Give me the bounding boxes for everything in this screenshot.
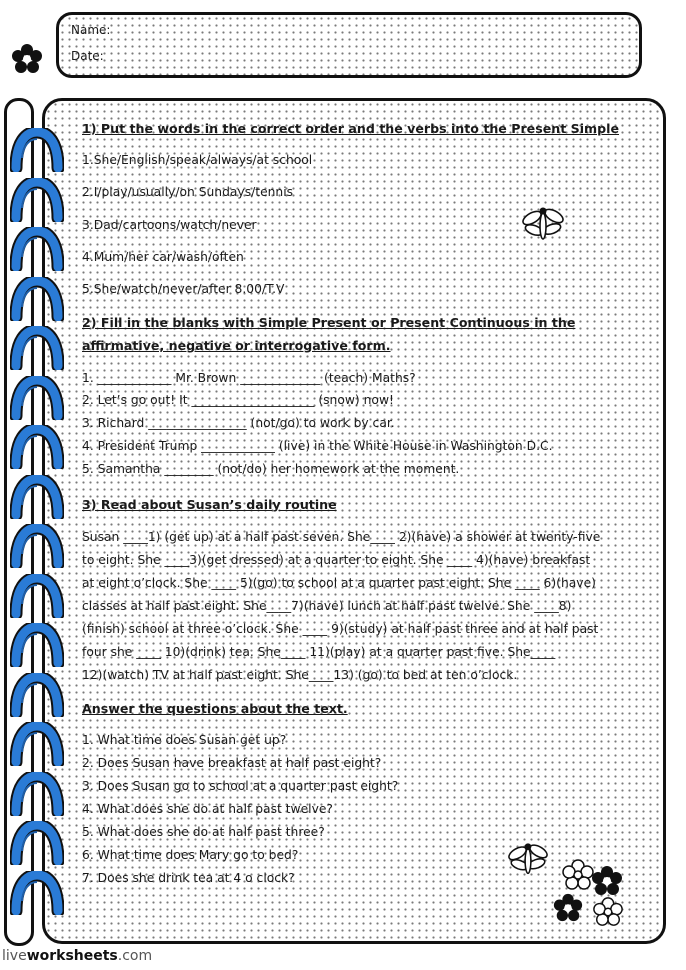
name-date-box (56, 12, 642, 78)
exercise1-item: 1.She/English/speak/always/at school (82, 153, 313, 167)
question-item: 3. Does Susan go to school at a quarter past eight? (82, 779, 399, 793)
exercise2-title-line2: affirmative, negative or interrogative form. (82, 338, 391, 353)
exercise2-item: 5. Samantha ________ (not/do) her homework at the moment. (82, 462, 460, 476)
date-label: Date: (71, 49, 104, 63)
exercise2-item: 1. ____________ Mr. Brown _____________ (teach) Maths? (82, 371, 416, 385)
exercise1-title: 1) Put the words in the correct order and the verbs into the Present Simple (82, 121, 620, 136)
binder-ring-icon (10, 871, 64, 915)
footer-brand (2, 948, 152, 964)
reading-line: classes at half past eight. She____7)(have) lunch at half past twelve. She ____8) (82, 599, 572, 613)
exercise1-item: 3.Dad/cartoons/watch/never (82, 218, 257, 232)
questions-title: Answer the questions about the text. (82, 701, 348, 716)
binder-ring-icon (10, 772, 64, 816)
footer-brand-name: worksheets (26, 948, 118, 964)
binder-ring-icon (10, 722, 64, 766)
reading-line: 12)(watch) TV at half past eight. She____13) (go) to bed at ten o’clock. (82, 668, 518, 682)
binder-ring-icon (10, 178, 64, 222)
question-item: 2. Does Susan have breakfast at half past eight? (82, 756, 382, 770)
exercise2-item: 2. Let’s go out! It ____________________ (snow) now! (82, 393, 394, 407)
footer-prefix: live (2, 948, 27, 964)
binder-ring-icon (10, 524, 64, 568)
name-label: Name: (71, 23, 111, 37)
dragonfly-icon (520, 204, 566, 246)
binder-ring-icon (10, 227, 64, 271)
exercise2-title: 2) Fill in the blanks with Simple Present or Present Continuous in the (82, 315, 576, 330)
binder-ring-icon (10, 376, 64, 420)
binder-ring-icon (10, 673, 64, 717)
binder-ring-icon (10, 425, 64, 469)
question-item: 5. What does she do at half past three? (82, 825, 325, 839)
exercise1-item: 4.Mum/her car/wash/often (82, 250, 244, 264)
flower-icon (590, 864, 624, 898)
exercise3-title: 3) Read about Susan’s daily routine (82, 497, 337, 512)
binder-ring-icon (10, 574, 64, 618)
binder-ring-icon (10, 326, 64, 370)
dragonfly-icon (506, 840, 550, 880)
reading-line: (finish) school at three o’clock. She ____ 9)(study) at half past three and at half past (82, 622, 599, 636)
binder-ring-icon (10, 821, 64, 865)
binder-ring-icon (10, 623, 64, 667)
reading-line: Susan ____1) (get up) at a half past seven. She____ 2)(have) a shower at twenty-five (82, 530, 601, 544)
question-item: 6. What time does Mary go to bed? (82, 848, 299, 862)
binder-ring-icon (10, 128, 64, 172)
exercise1-item: 2.I/play/usually/on Sundays/tennis (82, 185, 294, 199)
exercise2-item: 3. Richard ________________ (not/go) to work by car. (82, 416, 395, 430)
flower-outline-icon (592, 896, 624, 928)
binder-ring-icon (10, 475, 64, 519)
flower-icon (552, 892, 584, 924)
reading-line: to eight. She ____3)(get dressed) at a quarter to eight. She ____ 4)(have) breakfast (82, 553, 591, 567)
flower-icon (10, 42, 44, 76)
footer-suffix: .com (117, 948, 153, 964)
reading-line: four she ____ 10)(drink) tea. She____ 11)(play) at a quarter past five. She____ (82, 645, 556, 659)
binder-ring-icon (10, 277, 64, 321)
reading-line: at eight o’clock. She ____ 5)(go) to school at a quarter past eight. She ____ 6)(have) (82, 576, 596, 590)
question-item: 7. Does she drink tea at 4 o clock? (82, 871, 295, 885)
question-item: 1. What time does Susan get up? (82, 733, 287, 747)
question-item: 4. What does she do at half past twelve? (82, 802, 333, 816)
exercise2-item: 4. President Trump ____________ (live) in the White House in Washington D.C. (82, 439, 553, 453)
notebook-spine (4, 98, 34, 946)
exercise1-item: 5.She/watch/never/after 8.00/T.V (82, 282, 285, 296)
